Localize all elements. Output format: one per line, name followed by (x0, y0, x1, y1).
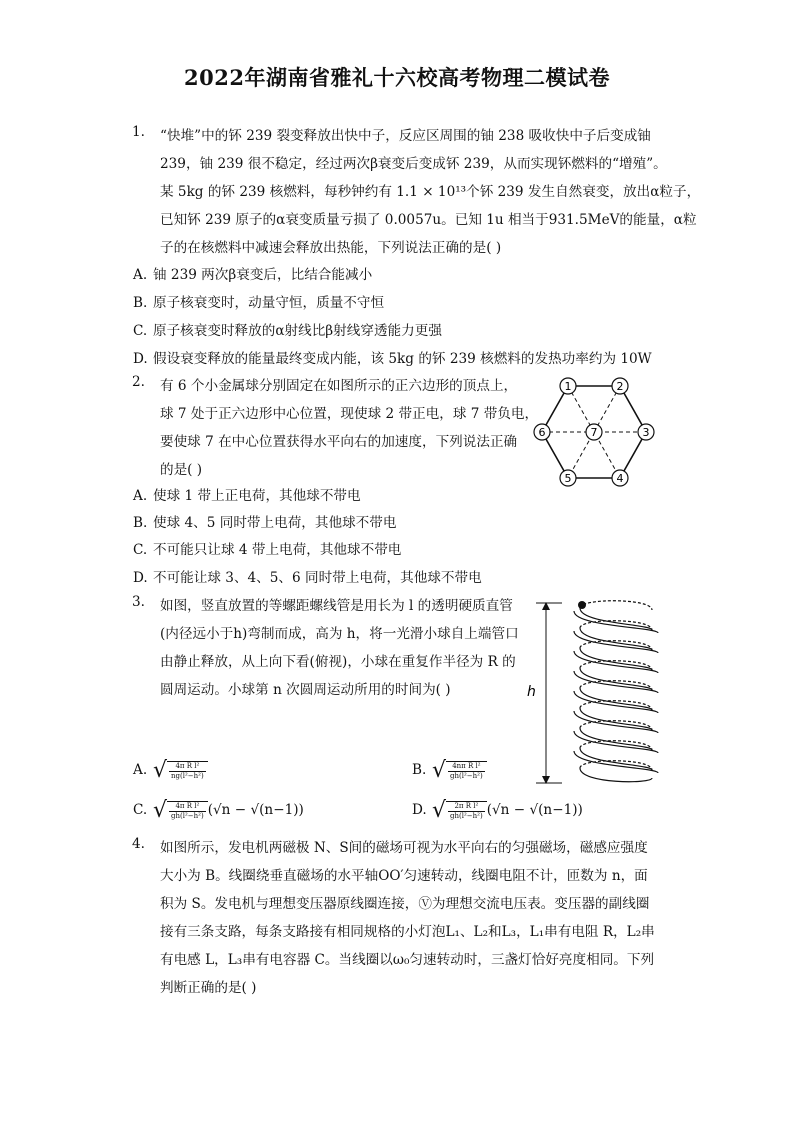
ball-3 (638, 424, 654, 440)
ball-2 (612, 378, 628, 394)
formula-tail: (√n − √(n−1)) (486, 802, 583, 818)
question-4-line: 如图所示，发电机两磁极 N、S间的磁场可视为水平向右的匀强磁场，磁感应强度 (160, 840, 648, 856)
question-4-line: 接有三条支路，每条支路接有相同规格的小灯泡L₁、L₂和L₃，L₁串有电阻 R，L₂串 (160, 924, 655, 940)
question-3-option-d[interactable]: D. √ $\frac{\text{2π R l²}}{\text{gh(l²−h²)}}$ (√n − √(n−1)) (412, 798, 583, 823)
formula: $\frac{\text{4nπ R l²}}{\text{gh(l²−h²)}}$ (446, 761, 487, 781)
question-3-line: 圆周运动。小球第 n 次圆周运动所用的时间为( ) (160, 682, 451, 698)
question-2-line: 球 7 处于正六边形中心位置，现使球 2 带正电，球 7 带负电， (160, 406, 539, 422)
svg-text:6: 6 (538, 426, 546, 439)
question-4-line: 大小为 B。线圈绕垂直磁场的水平轴OO′匀速转动，线圈电阻不计，匝数为 n，面 (160, 868, 648, 884)
question-4-line: 有电感 L，L₃串有电容器 C。当线圈以ω₀匀速转动时，三盏灯恰好亮度相同。下列 (160, 952, 655, 968)
svg-text:5: 5 (564, 472, 572, 485)
question-1-line: 子的在核燃料中减速会释放出热能，下列说法正确的是( ) (160, 240, 502, 256)
question-3-number: 3. (132, 594, 145, 610)
question-1-number: 1. (132, 124, 145, 140)
question-1-line: “快堆”中的钚 239 裂变释放出快中子，反应区周围的铀 238 吸收快中子后变成铀 (160, 128, 651, 144)
helix-figure (522, 598, 662, 788)
ball-marker (578, 601, 586, 609)
question-4-number: 4. (132, 836, 145, 852)
question-1-option-a[interactable] (133, 263, 372, 283)
ball-7 (586, 424, 602, 440)
option-label: B. (412, 762, 427, 778)
option-label: C. (133, 323, 148, 339)
option-label: D. (412, 802, 427, 818)
option-text: 假设衰变释放的能量最终变成内能，该 5kg 的钚 239 核燃料的发热功率约为 10W (153, 351, 652, 367)
svg-text:h: h (527, 684, 536, 700)
question-2-line: 有 6 个小金属球分别固定在如图所示的正六边形的顶点上， (160, 378, 518, 394)
option-text: 不可能让球 3、4、5、6 同时带上电荷，其他球不带电 (153, 570, 482, 586)
formula-tail: (√n − √(n−1)) (207, 802, 304, 818)
option-label: A. (133, 488, 148, 504)
question-2-line: 要使球 7 在中心位置获得水平向右的加速度，下列说法正确 (160, 434, 518, 450)
formula: $\frac{\text{4π R l²}}{\text{gh(l²−h²)}}$ (167, 801, 208, 821)
option-label: A. (133, 267, 148, 283)
ball-6 (534, 424, 550, 440)
question-2-option-c[interactable] (133, 538, 401, 558)
option-label: B. (133, 515, 148, 531)
question-3-line: 如图，竖直放置的等螺距螺线管是用长为 l 的透明硬质直管 (160, 598, 513, 614)
question-1-line: 239，铀 239 很不稳定，经过两次β衰变后变成钚 239，从而实现钚燃料的“增殖”。 (160, 156, 667, 172)
option-text: 铀 239 两次β衰变后，比结合能减小 (153, 267, 373, 283)
ball-1 (560, 378, 576, 394)
svg-text:4: 4 (616, 472, 624, 485)
option-label: D. (133, 351, 148, 367)
option-label: B. (133, 295, 148, 311)
svg-text:7: 7 (590, 426, 598, 439)
question-4-line: 积为 S。发电机与理想变压器原线圈连接，Ⓥ为理想交流电压表。变压器的副线圈 (160, 896, 650, 912)
formula: $\frac{\text{2π R l²}}{\text{gh(l²−h²)}}$ (446, 801, 487, 821)
question-1-option-d[interactable] (133, 347, 652, 367)
question-4-line: 判断正确的是( ) (160, 980, 257, 996)
option-label: C. (133, 542, 148, 558)
question-3-option-a[interactable]: A. √ $\frac{\text{4π R l²}}{\text{ng(l²−h²)}}$ (133, 758, 208, 783)
option-label: C. (133, 802, 148, 818)
question-2-number: 2. (132, 374, 145, 390)
hexagon-figure (528, 372, 668, 490)
question-1-line: 某 5kg 的钚 239 核燃料，每秒钟约有 1.1 × 10¹³个钚 239 发生自然衰变，放出α粒子， (160, 184, 701, 200)
question-2-line: 的是( ) (160, 462, 203, 478)
question-2-option-a[interactable] (133, 484, 361, 504)
formula: $\frac{\text{4π R l²}}{\text{ng(l²−h²)}}$ (167, 761, 208, 781)
option-text: 使球 1 带上正电荷，其他球不带电 (153, 488, 361, 504)
question-3-line: (内径远小于h)弯制而成，高为 h，将一光滑小球自上端管口 (160, 626, 519, 642)
svg-text:2: 2 (616, 380, 624, 393)
option-text: 不可能只让球 4 带上电荷，其他球不带电 (153, 542, 402, 558)
question-2-option-b[interactable] (133, 511, 396, 531)
question-1-option-b[interactable] (133, 291, 384, 311)
option-label: D. (133, 570, 148, 586)
option-text: 原子核衰变时释放的α射线比β射线穿透能力更强 (153, 323, 442, 339)
svg-text:1: 1 (564, 380, 572, 393)
question-1-option-c[interactable] (133, 319, 442, 339)
ball-4 (612, 470, 628, 486)
ball-5 (560, 470, 576, 486)
option-text: 原子核衰变时，动量守恒，质量不守恒 (153, 295, 385, 311)
question-3-line: 由静止释放，从上向下看(俯视)，小球在重复作半径为 R 的 (160, 654, 516, 670)
question-3-option-c[interactable]: C. √ $\frac{\text{4π R l²}}{\text{gh(l²−h²)}}$ (√n − √(n−1)) (133, 798, 304, 823)
page-title: 2022年湖南省雅礼十六校高考物理二模试卷 (184, 65, 610, 90)
svg-text:3: 3 (642, 426, 650, 439)
option-text: 使球 4、5 同时带上电荷，其他球不带电 (153, 515, 397, 531)
question-2-option-d[interactable] (133, 566, 482, 586)
question-3-option-b[interactable]: B. √ $\frac{\text{4nπ R l²}}{\text{gh(l²−h²)}}$ (412, 758, 487, 783)
option-label: A. (133, 762, 148, 778)
question-1-line: 已知钚 239 原子的α衰变质量亏损了 0.0057u。已知 1u 相当于931.5MeV的能量，α粒 (160, 212, 697, 228)
